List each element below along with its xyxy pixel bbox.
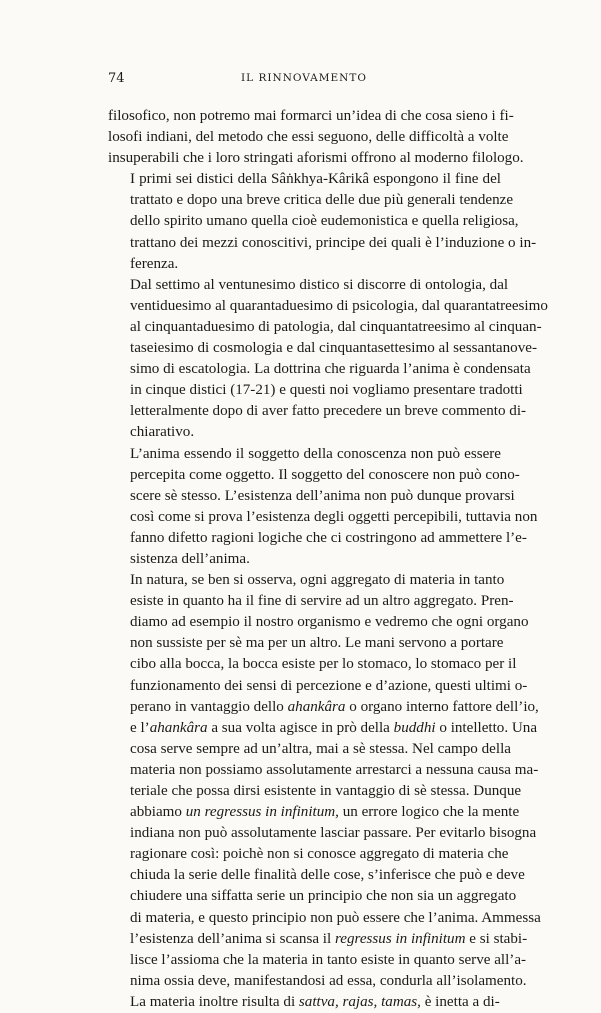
paragraph (108, 106, 524, 169)
text-line (108, 739, 511, 760)
page-number: 74 (108, 71, 125, 86)
text-segment: materia non possiamo assolutamente arrestarci a nessuna causa ma- (130, 761, 539, 778)
text-segment: chiuda la serie delle finalità delle cose, s’inferisce che può e deve (130, 867, 525, 884)
text-line (108, 781, 522, 802)
text-line (108, 254, 501, 275)
text-line (108, 865, 525, 886)
text-segment: fanno difetto ragioni logiche che ci costringono ad ammettere l’e- (130, 529, 527, 546)
text-segment: dello spirito umano quella cioè eudemonistica e quella religiosa, (130, 213, 519, 230)
text-segment: trattano dei mezzi conoscitivi, principe dei quali è l’induzione o in- (130, 234, 537, 251)
text-segment: cibo alla bocca, la bocca esiste per lo stomaco, lo stomaco per il (130, 656, 517, 673)
text-line (108, 844, 509, 865)
text-line (108, 591, 514, 612)
text-segment: filosofico, non potremo mai formarci un’idea di che cosa sieno i fi- (108, 108, 514, 124)
text-segment: L’anima essendo il soggetto della conoscenza non può essere (130, 445, 501, 462)
text-segment: losofi indiani, del metodo che essi seguono, delle difficoltà a volte (108, 129, 509, 146)
text-line (108, 760, 539, 781)
text-line (108, 570, 505, 591)
text-line (108, 127, 509, 148)
text-line (108, 697, 539, 718)
text-segment: al cinquantaduesimo di patologia, dal cinquantatreesimo al cinquan- (130, 318, 542, 335)
text-segment: ventiduesimo al quarantaduesimo di psicologia, dal quarantatreesimo (130, 297, 548, 314)
text-segment: a sua volta agisce in prò della (207, 719, 394, 736)
text-line (108, 929, 528, 950)
text-segment: e si stabi- (465, 930, 528, 947)
text-line (108, 444, 501, 465)
text-line (108, 296, 548, 317)
text-segment: un errore logico che la mente (338, 804, 520, 821)
text-line (108, 148, 524, 169)
text-segment: In natura, se ben si osserva, ogni aggregato di materia in tanto (130, 572, 505, 589)
text-segment: in cinque distici (17-21) e questi noi vogliamo presentare tradotti (130, 382, 523, 399)
running-title: IL RINNOVAMENTO (241, 72, 367, 84)
paragraph (108, 444, 538, 571)
text-segment: diamo ad esempio il nostro organismo e vedremo che ogni organo (130, 614, 529, 631)
text-line (108, 380, 523, 401)
text-line (108, 169, 501, 190)
text-line (108, 359, 531, 380)
text-segment: chiudere una siffatta serie un principio che non sia un aggregato (130, 888, 517, 905)
italic-term: ahankâra (149, 719, 208, 736)
text-segment: scere sè stesso. L’esistenza dell’anima non può dunque provarsi (130, 487, 515, 504)
text-line (108, 401, 527, 422)
text-segment: così come si prova l’esistenza degli oggetti percepibili, tuttavia non (130, 508, 538, 525)
text-line (108, 275, 509, 296)
text-line (108, 549, 501, 570)
text-segment: o intelletto. Una (435, 719, 538, 736)
text-segment: di materia, e questo principio non può essere che l’anima. Ammessa (130, 909, 541, 926)
text-line (108, 633, 504, 654)
text-segment: teriale che possa dirsi esistente in vantaggio di sè stessa. Dunque (130, 783, 522, 799)
text-segment: perano in vantaggio dello (130, 698, 288, 715)
text-segment: chiarativo. (130, 424, 195, 441)
text-line (108, 950, 527, 971)
text-line (108, 486, 515, 507)
paragraph (108, 570, 541, 992)
italic-term: buddhi (393, 719, 436, 736)
text-line (108, 190, 514, 211)
text-segment: esiste in quanto ha il fine di servire ad un altro aggregato. Pren- (130, 593, 514, 610)
text-segment: letteralmente dopo di aver fatto precedere un breve commento di- (130, 403, 527, 420)
text-line (108, 908, 541, 929)
text-segment: simo di escatologia. La dottrina che riguarda l’anima è condensata (130, 361, 531, 378)
text-line (108, 992, 501, 1013)
paragraph (108, 275, 548, 444)
text-line (108, 422, 501, 443)
text-segment: cosa serve sempre ad un’altra, mai a sè stessa. Nel campo della (130, 740, 511, 757)
text-line (108, 317, 542, 338)
italic-term: sattva, rajas, tamas, (298, 993, 421, 1010)
paragraph (108, 169, 537, 274)
text-segment: abbiamo (130, 804, 186, 821)
italic-term: un regressus in infinitum, (185, 804, 339, 821)
text-segment: è inetta a di- (420, 993, 500, 1010)
text-line (108, 507, 538, 528)
text-line (108, 823, 537, 844)
paragraph (108, 992, 501, 1013)
text-segment: indiana non può assolutamente lasciar passare. Per evitarlo bisogna (130, 825, 537, 842)
text-line (108, 211, 519, 232)
text-line (108, 528, 527, 549)
text-line (108, 233, 537, 254)
text-segment: insuperabili che i loro stringati aforismi offrono al moderno filologo. (108, 150, 524, 167)
text-segment: non sussiste per sè ma per un altro. Le mani servono a portare (130, 635, 504, 652)
text-segment: l’esistenza dell’anima si scansa il (130, 930, 335, 947)
text-line (108, 676, 528, 697)
text-line (108, 106, 514, 127)
text-segment: taseiesimo di cosmologia e dal cinquantasettesimo al sessantanove- (130, 340, 538, 357)
text-line (108, 971, 527, 992)
text-line (108, 718, 538, 739)
text-segment: ferenza. (130, 255, 179, 272)
text-segment: sistenza dell’anima. (130, 550, 250, 567)
text-segment: La materia inoltre risulta di (130, 993, 299, 1010)
text-segment: o organo interno fattore dell’io, (345, 698, 539, 715)
text-line (108, 465, 520, 486)
text-segment: lisce l’assioma che la materia in tanto esiste in quanto serve all’a- (130, 951, 527, 968)
text-line (108, 802, 520, 823)
text-segment: ragionare così: poichè non si conosce aggregato di materia che (130, 846, 509, 863)
text-segment: e l’ (130, 719, 150, 736)
body-text (108, 106, 548, 1013)
text-segment: I primi sei distici della Sâṅkhya-Kârikâ espongono il fine del (130, 171, 501, 188)
text-segment: funzionamento dei sensi di percezione e d’azione, questi ultimi o- (130, 677, 528, 694)
italic-term: ahankâra (287, 698, 346, 715)
text-line (108, 338, 538, 359)
text-segment: Dal settimo al ventunesimo distico si discorre di ontologia, dal (130, 276, 509, 293)
page-header (108, 71, 500, 87)
text-segment: trattato e dopo una breve critica delle due più generali tendenze (130, 192, 514, 209)
text-line (108, 886, 517, 907)
text-segment: nima ossia deve, manifestandosi ad essa, condurla all’isolamento. (130, 972, 527, 989)
italic-term: regressus in infinitum (334, 930, 466, 947)
text-line (108, 612, 529, 633)
text-segment: percepita come oggetto. Il soggetto del conoscere non può cono- (130, 466, 520, 483)
text-line (108, 654, 517, 675)
